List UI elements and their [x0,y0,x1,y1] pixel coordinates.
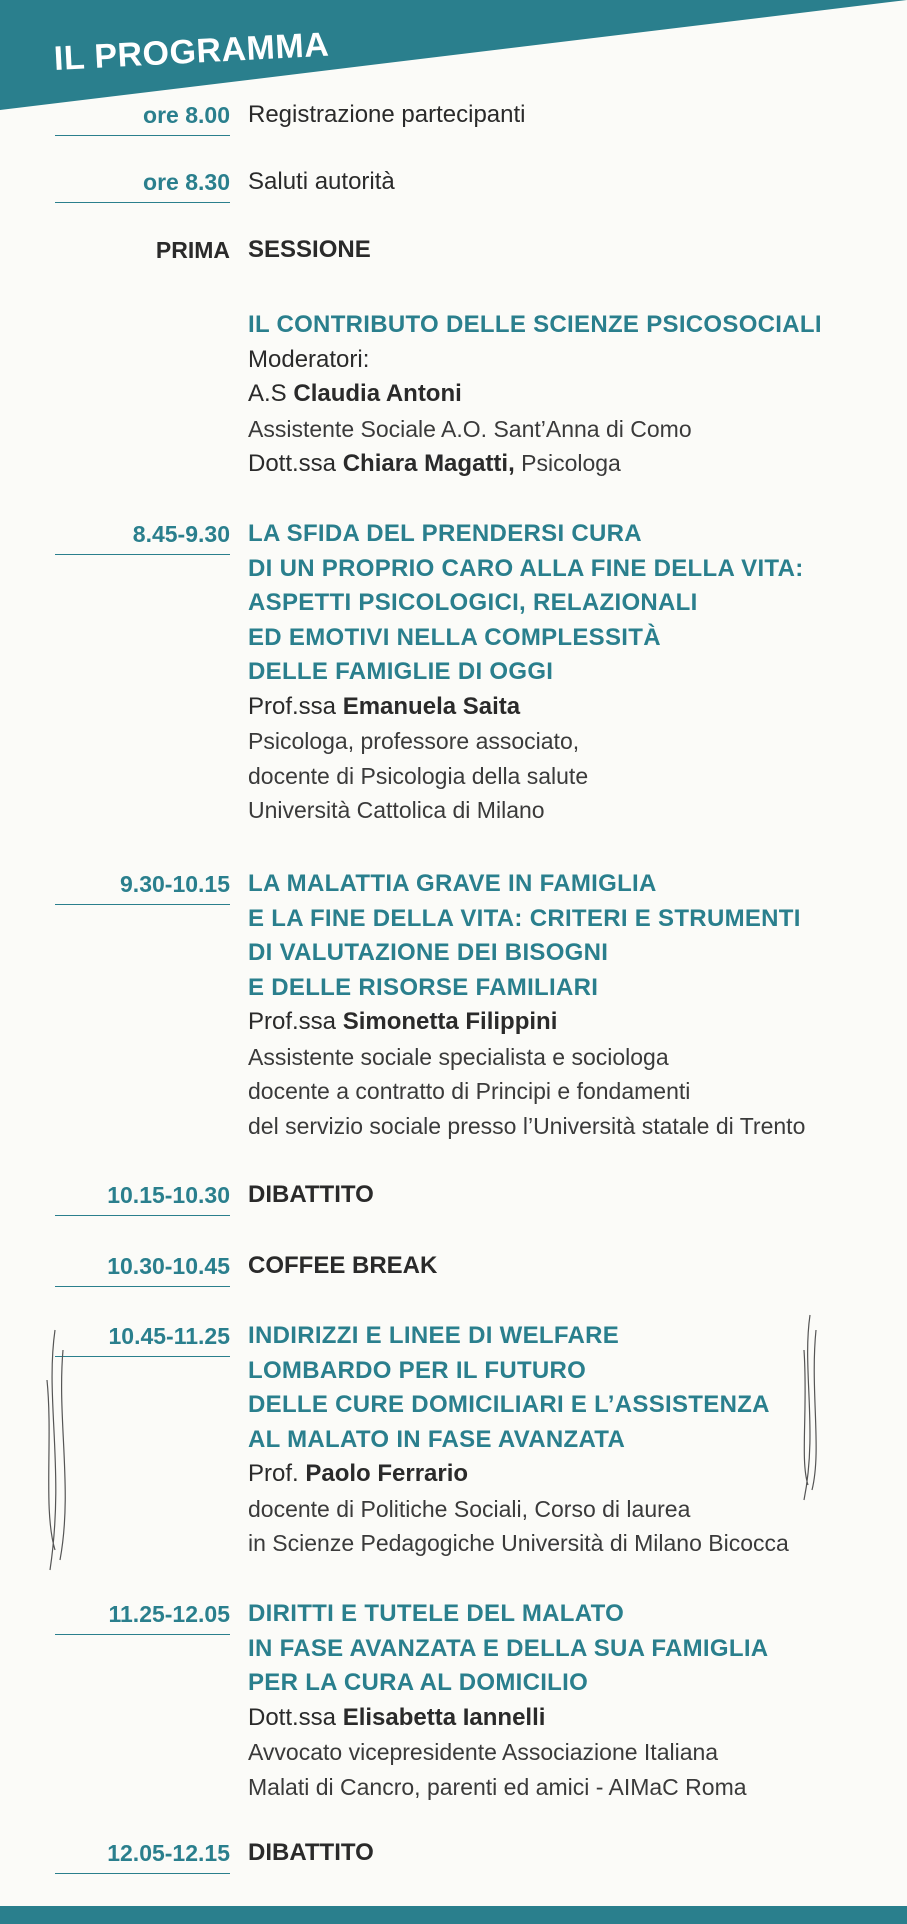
talk-title-line: INDIRIZZI E LINEE DI WELFARE [248,1322,620,1349]
session-label: PRIMA [155,237,230,263]
item-text: Saluti autorità [248,168,395,195]
session-title: IL CONTRIBUTO DELLE SCIENZE PSICOSOCIALI [248,311,822,338]
talk-title-line: DI UN PROPRIO CARO ALLA FINE DELLA VITA: [248,554,804,582]
talk-title-line: ED EMOTIVI NELLA COMPLESSITÀ [248,623,661,651]
time-label: 8.45-9.30 [55,517,230,555]
item-text: Registrazione partecipanti [248,101,526,128]
talk-title-line: LOMBARDO PER IL FUTURO [248,1356,587,1384]
talk-title-line: E DELLE RISORSE FAMILIARI [248,973,599,1001]
handwritten-mark [35,1320,85,1580]
talk-title-line: LA SFIDA DEL PRENDERSI CURA [248,520,642,547]
speaker-detail: Psicologa, professore associato, [248,728,580,754]
talk-title-line: IN FASE AVANZATA E DELLA SUA FAMIGLIA [248,1634,769,1662]
talk-title-line: DELLE CURE DOMICILIARI E L’ASSISTENZA [248,1391,770,1418]
moderator-line: A.S Claudia Antoni [248,380,462,407]
talk-title-line: E LA FINE DELLA VITA: CRITERI E STRUMENTI [248,904,801,932]
time-label: 9.30-10.15 [55,867,230,905]
time-label: ore 8.30 [55,165,230,203]
moderator-role: Assistente Sociale A.O. Sant’Anna di Como [248,415,692,442]
session-text: SESSIONE [248,236,371,263]
speaker-detail: del servizio sociale presso l’Università statale di Trento [248,1112,806,1139]
speaker-detail: Università Cattolica di Milano [248,797,545,823]
speaker-line: Prof.ssa Simonetta Filippini [248,1008,558,1035]
talk-title-line: DELLE FAMIGLIE DI OGGI [248,658,554,685]
speaker-detail: docente di Psicologia della salute [248,762,589,789]
moderator-line: Dott.ssa Chiara Magatti, Psicologa [248,450,621,477]
time-label: 12.05-12.15 [55,1836,230,1874]
item-text: DIBATTITO [248,1181,374,1208]
speaker-detail: docente di Politiche Sociali, Corso di laurea [248,1495,691,1522]
speaker-line: Prof.ssa Emanuela Saita [248,692,521,720]
time-label: 10.30-10.45 [55,1249,230,1287]
speaker-line: Prof. Paolo Ferrario [248,1460,469,1487]
talk-title-line: AL MALATO IN FASE AVANZATA [248,1425,626,1453]
footer-band [0,1906,907,1924]
page-title: IL PROGRAMMA [52,25,331,79]
speaker-detail: in Scienze Pedagogiche Università di Milano Bicocca [248,1530,789,1556]
item-text: COFFEE BREAK [248,1252,438,1279]
time-label: 10.15-10.30 [55,1178,230,1216]
handwritten-mark [790,1310,830,1510]
speaker-detail: docente a contratto di Principi e fondamenti [248,1078,691,1104]
speaker-detail: Malati di Cancro, parenti ed amici - AIMaC Roma [248,1773,747,1800]
time-label: 10.45-11.25 [55,1319,230,1357]
talk-title-line: LA MALATTIA GRAVE IN FAMIGLIA [248,870,657,897]
speaker-line: Dott.ssa Elisabetta Iannelli [248,1703,546,1731]
moderators-label: Moderatori: [248,345,370,373]
speaker-detail: Assistente sociale specialista e sociologa [248,1043,669,1070]
talk-title-line: PER LA CURA AL DOMICILIO [248,1669,589,1696]
speaker-detail: Avvocato vicepresidente Associazione Italiana [248,1739,719,1765]
item-text: DIBATTITO [248,1839,374,1866]
talk-title-line: ASPETTI PSICOLOGICI, RELAZIONALI [248,589,698,616]
talk-title-line: DIRITTI E TUTELE DEL MALATO [248,1600,625,1627]
time-label: ore 8.00 [55,98,230,136]
time-label: 11.25-12.05 [55,1597,230,1635]
talk-title-line: DI VALUTAZIONE DEI BISOGNI [248,939,609,966]
